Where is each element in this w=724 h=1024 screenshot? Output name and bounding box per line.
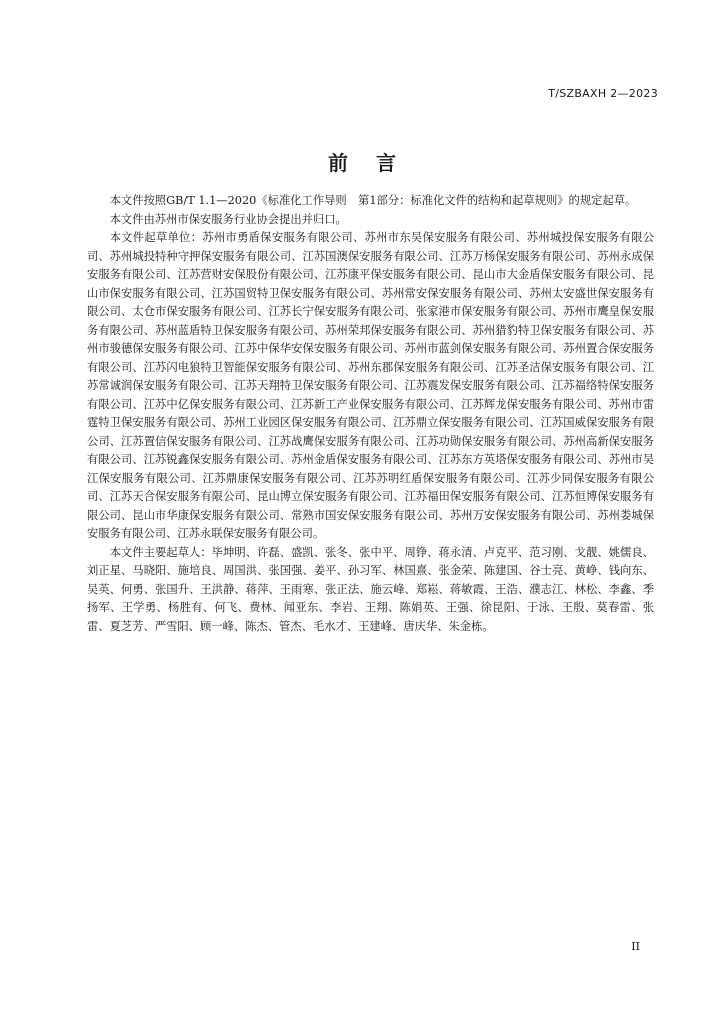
standard-code: T/SZBAXH 2—2023 bbox=[548, 87, 658, 100]
paragraph-drafters: 本文件主要起草人：毕坤明、许磊、盛凯、张冬、张中平、周铮、蒋永清、卢克平、范习刚、戈靓、姚儒良、刘正星、马晓阳、施培良、周国洪、张国强、姜平、孙习军、林国熹、张金荣、陈建国、谷士亮、黄峥、钱向东、吴英、何勇、张国升、王洪静、蒋萍、王雨寒、张正法、施云峰、郑崧、蒋敏霞、王浩、濮志江、林松、李鑫、季扬军、王学勇、杨胜有、何飞、费林、闻亚东、李岩、王翔、陈娟英、王强、徐昆阳、于泳、王殷、莫春雷、张雷、夏芝芳、严雪阳、顾一峰、陈杰、管杰、毛水才、王建峰、唐庆华、朱金栋。 bbox=[87, 545, 654, 633]
page-number: II bbox=[631, 940, 640, 953]
paragraph-drafting-rules: 本文件按照GB/T 1.1—2020《标准化工作导则 第1部分：标准化文件的结构和起草规则》的规定起草。 bbox=[109, 194, 637, 207]
page-title: 前言 bbox=[328, 151, 424, 175]
paragraph-proposer: 本文件由苏州市保安服务行业协会提出并归口。 bbox=[109, 212, 347, 226]
document-body bbox=[87, 192, 654, 636]
paragraph-drafting-units: 本文件起草单位：苏州市勇盾保安服务有限公司、苏州市东吴保安服务有限公司、苏州城投保安服务有限公司、苏州城投特种守押保安服务有限公司、江苏国澳保安服务有限公司、江苏万杨保安服务有限公司、苏州永成保安服务有限公司、江苏营财安保股份有限公司、江苏康平保安服务有限公司、昆山市大金盾保安服务有限公司、昆山市保安服务有限公司、江苏国贸特卫保安服务有限公司、苏州常安保安服务有限公司、苏州太安盛世保安服务有限公司、太仓市保安服务有限公司、江苏长宁保安服务有限公司、张家港市保安服务有限公司、苏州市鹰皇保安服务有限公司、苏州蓝盾特卫保安服务有限公司、苏州荣邦保安服务有限公司、苏州猎豹特卫保安服务有限公司、苏州市骏德保安服务有限公司、江苏中保华安保安服务有限公司、苏州市蓝剑保安服务有限公司、苏州置合保安服务有限公司、江苏闪电狼特卫智能保安服务有限公司、苏州东郡保安服务有限公司、江苏圣洁保安服务有限公司、江苏常诚润保安服务有限公司、江苏天翔特卫保安服务有限公司、江苏震发保安服务有限公司、江苏福络特保安服务有限公司、江苏中亿保安服务有限公司、江苏新工产业保安服务有限公司、江苏辉龙保安服务有限公司、苏州市雷霆特卫保安服务有限公司、苏州工业园区保安服务有限公司、江苏鼎立保安服务有限公司、江苏国威保安服务有限公司、江苏置信保安服务有限公司、江苏战鹰保安服务有限公司、江苏功勋保安服务有限公司、苏州高新保安服务有限公司、江苏锐鑫保安服务有限公司、苏州金盾保安服务有限公司、江苏东方英塔保安服务有限公司、苏州市吴江保安服务有限公司、江苏鼎康保安服务有限公司、江苏苏明红盾保安服务有限公司、江苏少同保安服务有限公司、江苏天合保安服务有限公司、昆山博立保安服务有限公司、江苏福田保安服务有限公司、江苏恒博保安服务有限公司、昆山市华康保安服务有限公司、常熟市国安保安服务有限公司、苏州万安保安服务有限公司、苏州娄城保安服务有限公司、江苏永联保安服务有限公司。 bbox=[87, 231, 654, 540]
